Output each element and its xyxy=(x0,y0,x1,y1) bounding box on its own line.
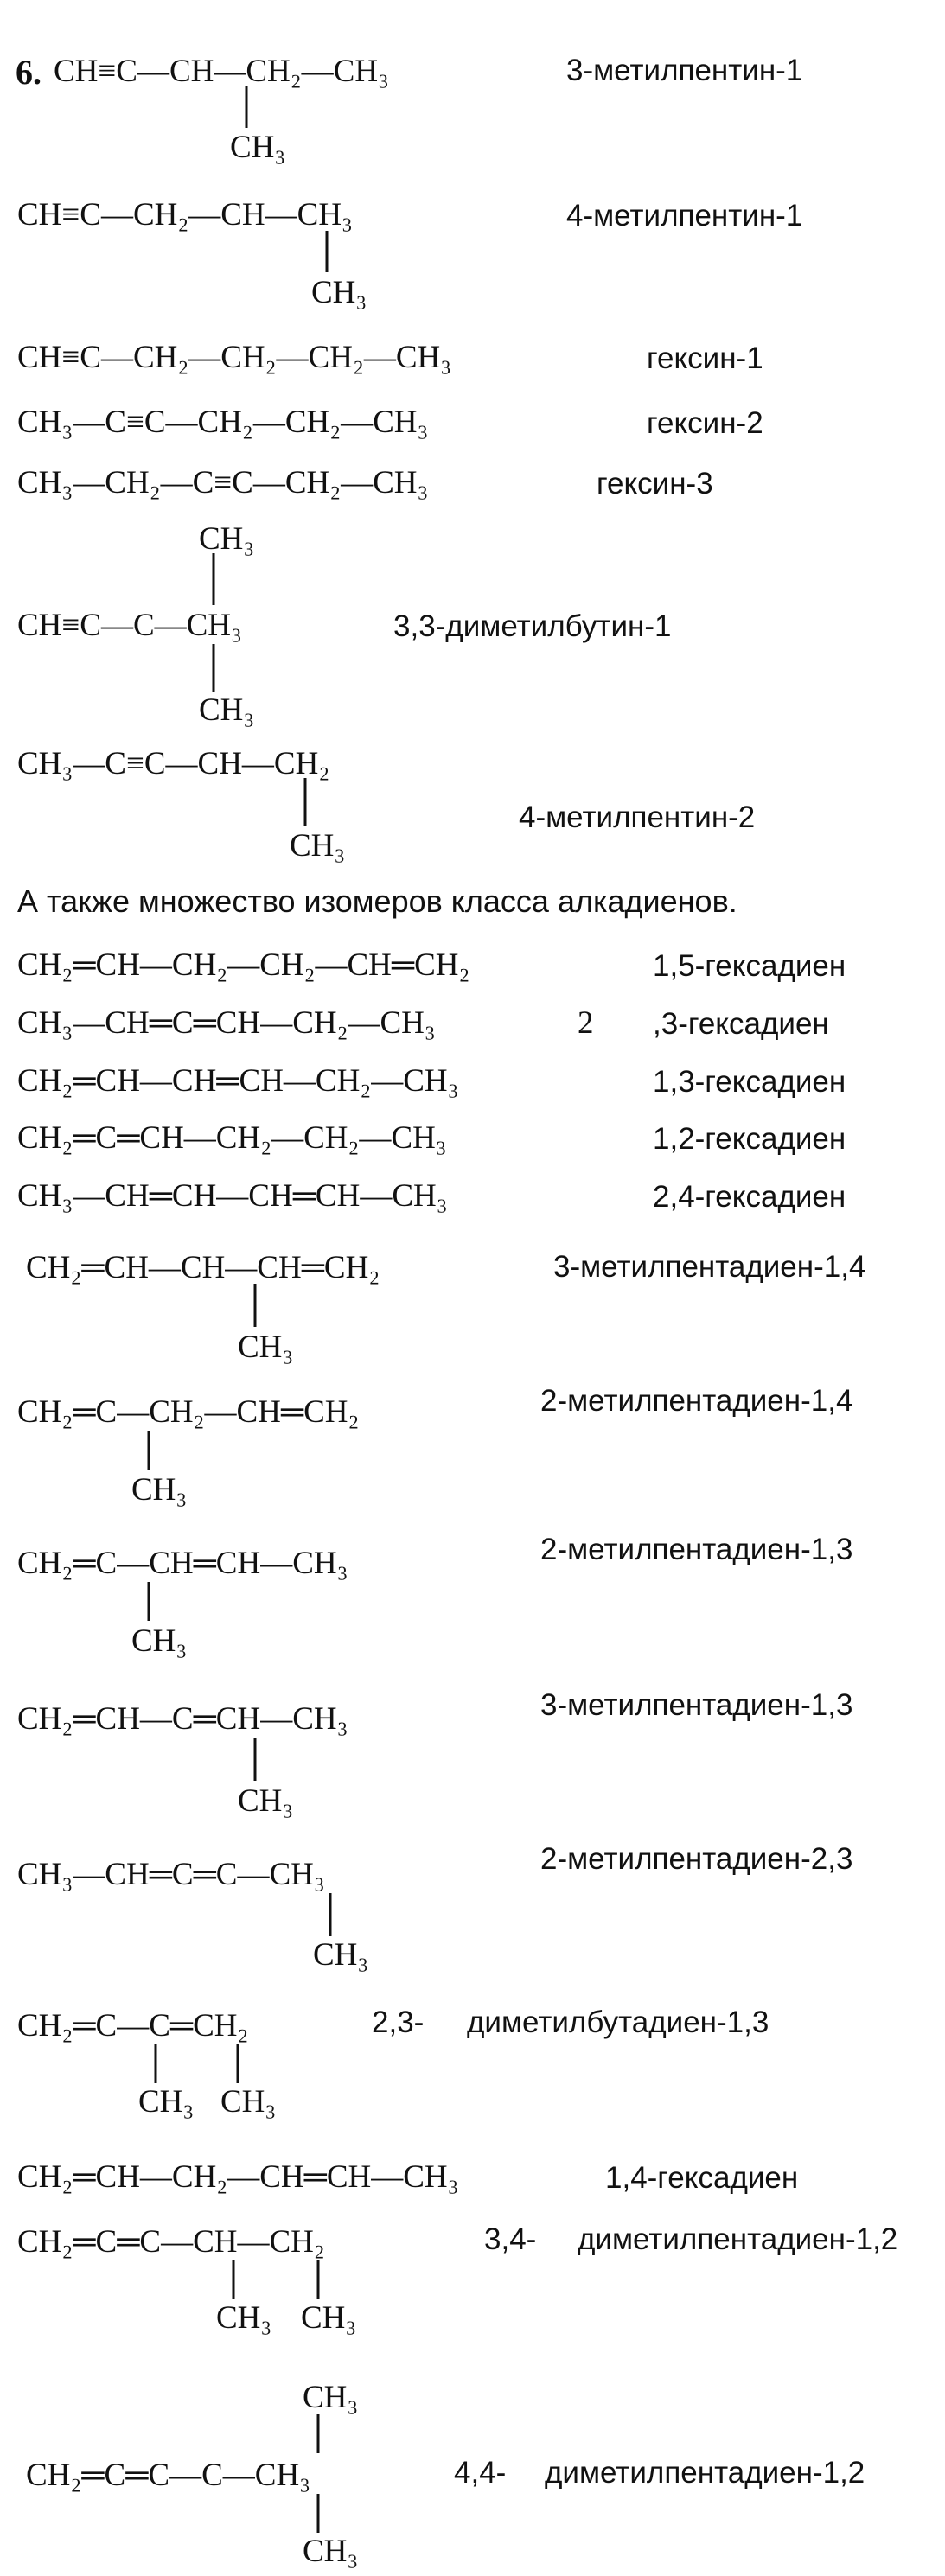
problem-number: 6. xyxy=(16,53,42,92)
compound-name: гексин-3 xyxy=(597,467,713,501)
compound-name: диметилпентадиен-1,2 xyxy=(545,2456,865,2490)
formula-suffix: 2 xyxy=(578,1005,594,1041)
substituent: CH₃ xyxy=(238,1329,294,1365)
formula: CH₂═C═C—CH—CH₂ xyxy=(17,2224,325,2260)
formula: CH₂═C—CH₂—CH═CH₂ xyxy=(17,1394,360,1430)
name-prefix: 4,4- xyxy=(454,2456,507,2490)
formula: CH≡C—CH₂—CH—CH₃ xyxy=(17,197,353,233)
compound-name: 2,4-гексадиен xyxy=(653,1180,846,1214)
compound-name: 2-метилпентадиен-1,4 xyxy=(540,1384,853,1418)
compound-name: 2-метилпентадиен-2,3 xyxy=(540,1842,853,1876)
formula: CH₃—CH═C═CH—CH₂—CH₃ xyxy=(17,1005,436,1041)
substituent: CH₃ xyxy=(131,1623,188,1659)
formula: CH≡C—CH₂—CH₂—CH₂—CH₃ xyxy=(17,340,452,375)
substituent: CH₃ xyxy=(313,1937,369,1973)
substituent: CH₃ xyxy=(238,1783,294,1819)
formula: CH₃—CH═C═C—CH₃ xyxy=(17,1857,325,1892)
compound-name: гексин-2 xyxy=(647,406,763,440)
substituent: CH₃ xyxy=(311,275,367,310)
substituent: CH₃ xyxy=(220,2084,277,2120)
substituent: CH₃ xyxy=(131,1472,188,1508)
compound-name: 4-метилпентин-1 xyxy=(566,199,803,233)
compound-name: 1,2-гексадиен xyxy=(653,1122,846,1156)
compound-name: ,3-гексадиен xyxy=(653,1007,829,1041)
compound-name: 4-метилпентин-2 xyxy=(519,800,756,834)
formula: CH₂═CH—CH₂—CH═CH—CH₃ xyxy=(17,2159,459,2195)
substituent: CH₃ xyxy=(301,2300,357,2336)
substituent: CH₃ xyxy=(290,828,346,864)
formula: CH₂═CH—C═CH—CH₃ xyxy=(17,1701,348,1737)
compound-name: 1,3-гексадиен xyxy=(653,1065,846,1099)
compound-name: 3-метилпентин-1 xyxy=(566,54,803,87)
compound-name: диметилпентадиен-1,2 xyxy=(578,2222,898,2256)
formula: CH₂═C—C═CH₂ xyxy=(17,2008,249,2044)
formula: CH₂═C═C—C—CH₃ xyxy=(26,2458,311,2493)
formula: CH₂═C—CH═CH—CH₃ xyxy=(17,1546,348,1581)
formula: CH₂═CH—CH₂—CH₂—CH═CH₂ xyxy=(17,947,470,983)
formula: CH₃—C≡C—CH—CH₂ xyxy=(17,746,330,781)
formula: CH₂═CH—CH═CH—CH₂—CH₃ xyxy=(17,1063,459,1099)
substituent: CH₃ xyxy=(199,692,255,728)
substituent: CH₃ xyxy=(138,2084,195,2120)
note-text: А также множество изомеров класса алкадиенов. xyxy=(17,883,737,919)
name-prefix: 2,3- xyxy=(372,2005,425,2039)
formula: CH₂═C═CH—CH₂—CH₂—CH₃ xyxy=(17,1120,447,1156)
compound-name: 3,3-диметилбутин-1 xyxy=(393,609,672,643)
name-prefix: 3,4- xyxy=(484,2222,537,2256)
formula: CH≡C—CH—CH₂—CH₃ xyxy=(54,54,389,89)
compound-name: диметилбутадиен-1,3 xyxy=(467,2005,769,2039)
substituent: CH₃ xyxy=(199,521,255,557)
formula: CH₃—CH₂—C≡C—CH₂—CH₃ xyxy=(17,465,429,501)
compound-name: 2-метилпентадиен-1,3 xyxy=(540,1533,853,1566)
formula: CH₃—C≡C—CH₂—CH₂—CH₃ xyxy=(17,405,429,440)
formula: CH≡C—C—CH₃ xyxy=(17,608,242,643)
substituent: CH₃ xyxy=(303,2534,359,2569)
formula: CH₂═CH—CH—CH═CH₂ xyxy=(26,1250,380,1285)
substituent: CH₃ xyxy=(303,2380,359,2415)
compound-name: 3-метилпентадиен-1,3 xyxy=(540,1688,853,1722)
compound-name: 3-метилпентадиен-1,4 xyxy=(553,1250,866,1284)
formula: CH₃—CH═CH—CH═CH—CH₃ xyxy=(17,1178,448,1214)
substituent: CH₃ xyxy=(230,130,286,165)
compound-name: гексин-1 xyxy=(647,341,763,375)
compound-name: 1,5-гексадиен xyxy=(653,949,846,983)
compound-name: 1,4-гексадиен xyxy=(605,2161,799,2195)
substituent: CH₃ xyxy=(216,2300,272,2336)
